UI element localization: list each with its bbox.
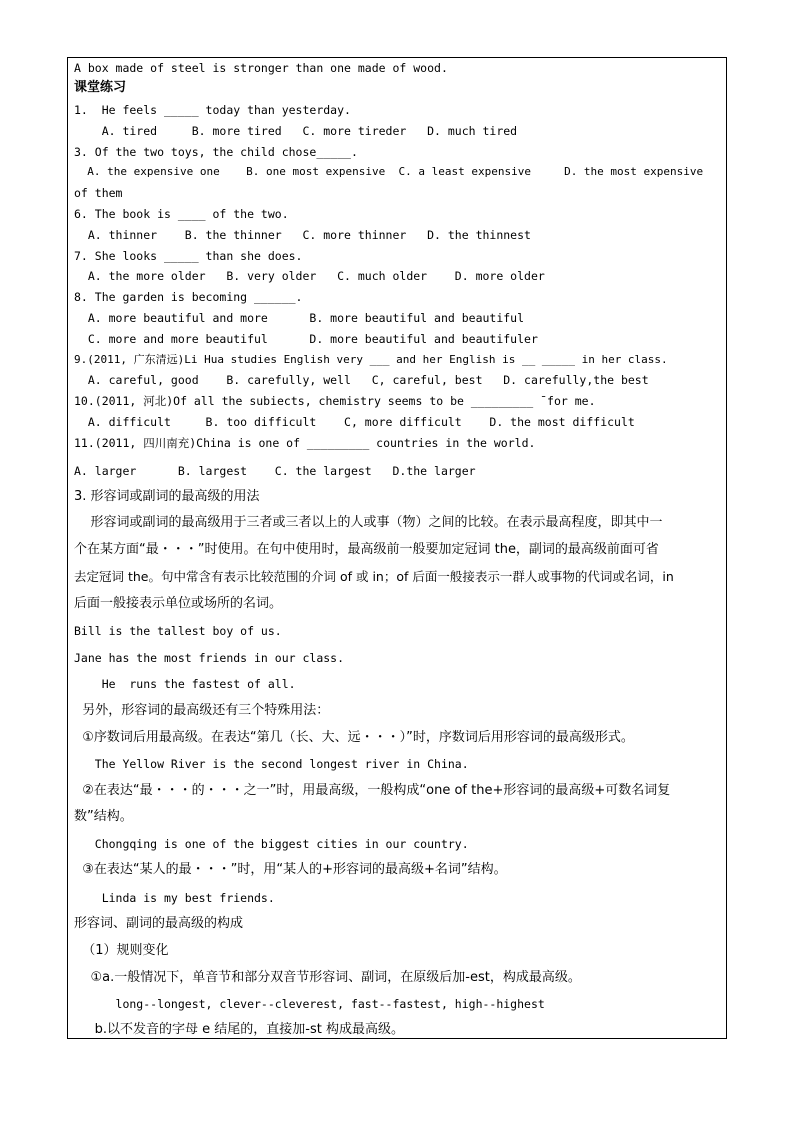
example-sentence: Chongqing is one of the biggest cities in our country.	[74, 837, 469, 851]
section-heading: 课堂练习	[74, 80, 127, 95]
question-line: 6. The book is ____ of the two.	[74, 207, 289, 221]
subheading: （1）规则变化	[74, 943, 169, 958]
options-line: A. thinner B. the thinner C. more thinner D. the thinnest	[74, 228, 531, 242]
question-line: 8. The garden is becoming ______.	[74, 290, 303, 304]
paragraph-line: b.以不发音的字母 e 结尾的，直接加-st 构成最高级。	[74, 1022, 405, 1037]
paragraph-line: 形容词或副词的最高级用于三者或三者以上的人或事（物）之间的比较。在表示最高程度，即其中一	[74, 515, 663, 530]
paragraph-line: ①a.一般情况下，单音节和部分双音节形容词、副词，在原级后加-est，构成最高级。	[74, 970, 581, 985]
paragraph-line: 去定冠词 the。句中常含有表示比较范围的介词 of 或 in；of 后面一般接表示一群人或事物的代词或名词，in	[74, 569, 674, 584]
question-line: 11.(2011, 四川南充)China is one of _________ countries in the world.	[74, 436, 536, 450]
paragraph-line: ①序数词后用最高级。在表达“第几（长、大、远・・・）”时，序数词后用形容词的最高级形式。	[74, 730, 634, 745]
question-line: 10.(2011, 河北)Of all the subiects, chemistry seems to be _________ ˉfor me.	[74, 394, 596, 408]
paragraph-line: 另外，形容词的最高级还有三个特殊用法：	[74, 703, 330, 718]
options-line: A. difficult B. too difficult C, more difficult D. the most difficult	[74, 415, 635, 429]
section-heading: 3. 形容词或副词的最高级的用法	[74, 489, 260, 504]
options-line: C. more and more beautiful D. more beautiful and beautifuler	[74, 332, 538, 346]
paragraph-line: ②在表达“最・・・的・・・之一”时，用最高级，一般构成“one of the+形容词的最高级+可数名词复	[74, 783, 671, 798]
paragraph-line: 后面一般接表示单位或场所的名词。	[74, 596, 283, 611]
options-line: A. the expensive one B. one most expensive C. a least expensive D. the most expensive	[74, 165, 704, 178]
example-sentence: Jane has the most friends in our class.	[74, 651, 345, 665]
options-line: A. careful, good B. carefully, well C, careful, best D. carefully,the best	[74, 373, 649, 387]
question-line: 9.(2011, 广东清远)Li Hua studies English very ___ and her English is __ _____ in her class.	[74, 353, 668, 366]
example-sentence: long--longest, clever--cleverest, fast--fastest, high--highest	[74, 997, 545, 1011]
question-line: 7. She looks _____ than she does.	[74, 249, 303, 263]
options-line: A. the more older B. very older C. much older D. more older	[74, 269, 545, 283]
question-line: 3. Of the two toys, the child chose_____.	[74, 145, 358, 159]
options-line: A. tired B. more tired C. more tireder D. much tired	[74, 124, 518, 138]
example-sentence: Linda is my best friends.	[74, 891, 275, 905]
paragraph-line: 数”结构。	[74, 809, 133, 824]
question-line: 1. He feels _____ today than yesterday.	[74, 103, 351, 117]
example-sentence: He runs the fastest of all.	[74, 677, 296, 691]
text-line: A box made of steel is stronger than one made of wood.	[74, 61, 448, 75]
example-sentence: The Yellow River is the second longest river in China.	[74, 757, 469, 771]
options-line: A. more beautiful and more B. more beautiful and beautiful	[74, 311, 525, 325]
paragraph-line: 个在某方面“最・・・”时使用。在句中使用时，最高级前一般要加定冠词 the，副词的最高级前面可省	[74, 542, 659, 557]
section-heading: 形容词、副词的最高级的构成	[74, 916, 244, 931]
options-line: A. larger B. largest C. the largest D.the larger	[74, 464, 476, 478]
paragraph-line: ③在表达“某人的最・・・”时，用“某人的+形容词的最高级+名词”结构。	[74, 862, 507, 877]
options-line: of them	[74, 186, 123, 200]
example-sentence: Bill is the tallest boy of us.	[74, 624, 282, 638]
